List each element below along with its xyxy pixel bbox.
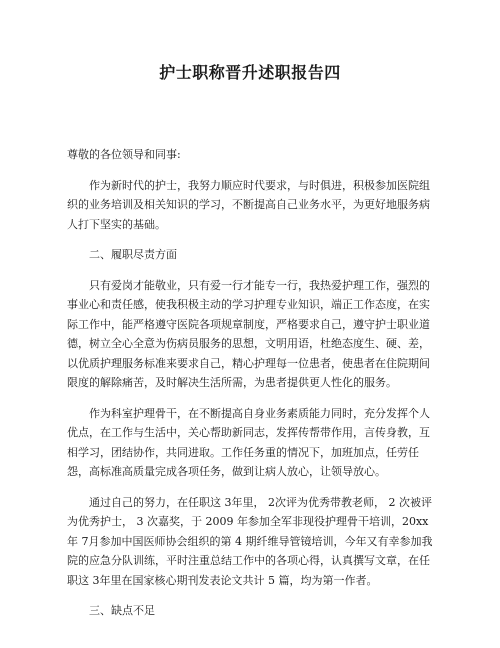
paragraph-intro: 作为新时代的护士，我努力顺应时代要求，与时俱进，积极参加医院组织的业务培训及相关知识的学习，不断提高自己业务水平，为更好地服务病人打下坚实的基础。 [67,178,430,231]
section-heading-duties: 二、履职尽责方面 [89,248,177,261]
salutation: 尊敬的各位领导和同事: [67,148,181,161]
section-heading-shortcomings: 三、缺点不足 [89,604,155,617]
paragraph-backbone: 作为科室护理骨干，在不断提高自身业务素质能力同时，充分发挥个人优点，在工作与生活中，关心帮助新同志，发挥传帮带作用，言传身教，互相学习，团结协作，共同进取。工作任务重的情况下，加班加点，任劳任怨，高标准高质量完成各项任务，做到让病人放心，让领导放心。 [67,406,430,478]
paragraph-duties: 只有爱岗才能敬业，只有爱一行才能专一行，我热爱护理工作，强烈的事业心和责任感，使我积极主动的学习护理专业知识，端正工作态度，在实际工作中，能严格遵守医院各项规章制度，严格要求自己，遵守护士职业道德，树立全心全意为伤病员服务的思想，文明用语，杜绝态度生、硬、差，以优质护理服务标准来要求自己，精心护理每一位患者，使患者在住院期间限度的解除痛苦，及时解决生活所需，为患者提供更人性化的服务。 [67,278,430,389]
document-title: 护士职称晋升述职报告四 [159,63,341,82]
paragraph-achievements: 通过自己的努力，在任职这 3年里， 2次评为优秀带教老师， 2 次被评为优秀护士， 3 次嘉奖，于 2009 年参加全军非现役护理骨干培训，20xx 年 7月参加中国医师协会组织的第 4 期纤维导管镜培训，今年又有幸参加我院的应急分队训练，平时注重总结工作中的各项心得，认真撰写文章，在任职这 3年里在国家核心期刊发表论文共计 5 篇，均为第一作者。 [67,495,433,587]
document-body [67,145,439,621]
